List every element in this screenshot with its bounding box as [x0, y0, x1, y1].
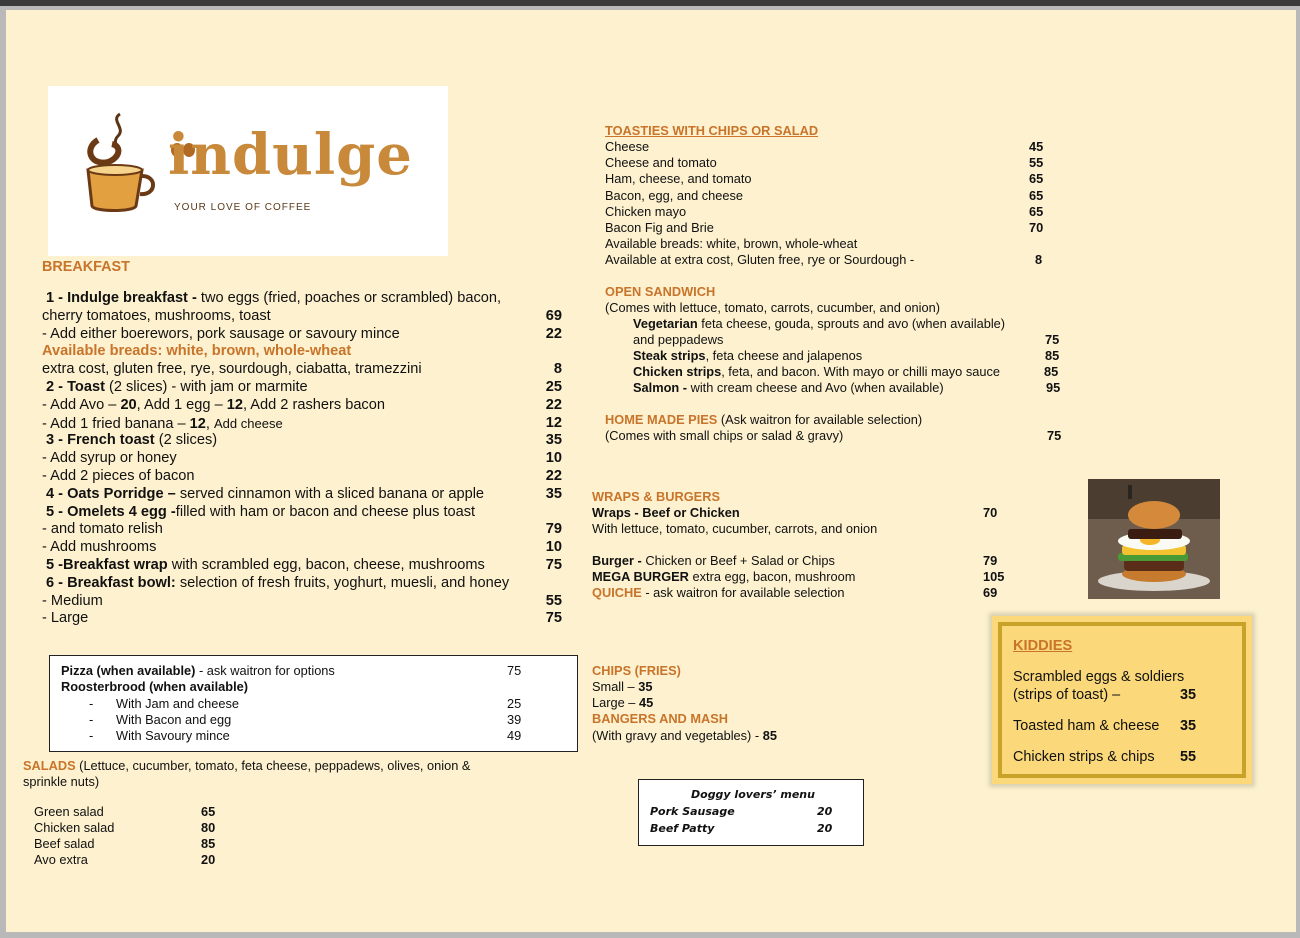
salads-desc-2: sprinkle nuts) [23, 774, 100, 789]
mega-burger-price: 105 [983, 569, 1005, 584]
breakfast-row-part: , Add 2 rashers bacon [242, 396, 385, 413]
breakfast-row-part: 6 - Breakfast bowl: [46, 574, 180, 591]
toastie-item-label: Available breads: white, brown, whole-wheat [605, 236, 858, 252]
kiddies-eggs-1: Scrambled eggs & soldiers [1013, 669, 1185, 685]
pies-note-2: (Comes with small chips or salad & gravy) [605, 428, 844, 443]
breakfast-row-price: 35 [545, 485, 562, 502]
doggy-item-label: Pork Sausage [650, 805, 735, 818]
veg-price: 75 [1045, 332, 1060, 347]
logo [48, 86, 448, 256]
breakfast-row-text [42, 397, 540, 415]
toastie-item-price: 65 [1029, 203, 1044, 219]
wrap-label: Wraps - Beef or Chicken [592, 505, 740, 520]
salad-item-price: 20 [201, 852, 216, 867]
breakfast-row-price: 10 [545, 539, 562, 556]
breakfast-row-part: , Add 1 egg – [136, 396, 227, 413]
breakfast-row-part: 2 - Toast [46, 378, 109, 395]
toasties-heading: TOASTIES WITH CHIPS OR SALAD [605, 123, 819, 138]
steak-price: 85 [1045, 348, 1060, 363]
open-sandwich-steak [633, 348, 862, 363]
wrap-price: 70 [983, 505, 998, 520]
breakfast-row-part: two eggs (fried, poaches or scrambled) bacon, [200, 290, 502, 306]
breakfast-row-part: - Medium [42, 592, 103, 609]
toastie-item-label: Ham, cheese, and tomato [605, 171, 752, 187]
quiche-line [592, 585, 845, 600]
pizza-note: - ask waitron for options [195, 663, 335, 678]
open-sandwich-vegetarian [633, 316, 1005, 331]
chips-heading: CHIPS (FRIES) [592, 663, 681, 678]
breakfast-row-part: Add cheese [214, 415, 283, 431]
breakfast-row [42, 468, 562, 486]
toastie-item-label: Bacon, egg, and cheese [605, 187, 744, 203]
open-sandwich-salmon [633, 380, 944, 395]
breakfast-row-text [46, 486, 540, 504]
veg-desc-2: and peppadews [633, 332, 724, 347]
breakfast-row [42, 539, 562, 557]
breakfast-row-price: 22 [545, 325, 562, 342]
breakfast-row-price: 55 [545, 592, 562, 609]
breakfast-row-price: 79 [545, 521, 562, 538]
pizza-box [49, 655, 578, 752]
bangers-price: 85 [762, 728, 777, 743]
breakfast-row-part: 20 [120, 396, 137, 413]
doggy-heading: Doggy lovers’ menu [691, 788, 815, 801]
breakfast-row-part: 1 - Indulge breakfast - [46, 290, 201, 306]
toastie-item-price: 55 [1029, 155, 1044, 171]
logo-tagline: YOUR LOVE OF COFFEE [174, 202, 312, 213]
breakfast-row-price: 22 [545, 467, 562, 484]
top-edge [0, 0, 1300, 6]
breakfast-row-part: 5 - Omelets 4 egg - [46, 503, 176, 520]
option-price: 49 [507, 728, 522, 743]
chips-large [592, 695, 653, 710]
breakfast-row-part: - Large [42, 610, 89, 627]
breakfast-row-part: with scrambled egg, bacon, cheese, mushrooms [171, 556, 485, 573]
breakfast-row [42, 610, 562, 628]
toastie-item-price: 8 [1035, 252, 1043, 268]
breakfast-row-price: 69 [545, 307, 562, 324]
kiddies-border [998, 622, 1246, 778]
toastie-item-price: 45 [1029, 139, 1044, 154]
salmon-price: 95 [1046, 380, 1061, 395]
breakfast-row-text [42, 308, 540, 326]
kiddies-chicken: Chicken strips & chips [1013, 749, 1155, 765]
toastie-item-label: Chicken mayo [605, 203, 687, 219]
breakfast-row-part: (2 slices) - with jam or marmite [108, 378, 308, 395]
salads-section [23, 758, 563, 790]
breakfast-row-price: 10 [545, 450, 562, 467]
mega-burger-line [592, 569, 855, 584]
breakfast-row-text [46, 432, 540, 450]
breakfast-row-text [46, 575, 540, 593]
wraps-heading: WRAPS & BURGERS [592, 489, 720, 504]
mega-burger-desc: extra egg, bacon, mushroom [688, 569, 856, 584]
veg-desc: feta cheese, gouda, sprouts and avo (when available) [697, 316, 1006, 331]
salad-item-label: Avo extra [34, 852, 88, 867]
pizza-label: Pizza (when available) [61, 663, 196, 678]
breakfast-row-text [42, 610, 540, 628]
chicken-label: Chicken strips [633, 364, 722, 379]
chicken-desc: , feta, and bacon. With mayo or chilli mayo sauce [721, 364, 1001, 379]
breakfast-row-part: served cinnamon with a sliced banana or apple [179, 485, 485, 502]
roosterbrood-label: Roosterbrood (when available) [61, 679, 249, 694]
toastie-item-label: Available at extra cost, Gluten free, rye or Sourdough - [605, 252, 915, 268]
breakfast-row-part: - and tomato relish [42, 521, 163, 538]
breakfast-row-text [42, 326, 540, 344]
salads-heading: SALADS [23, 758, 76, 773]
coffee-cup-icon [80, 110, 160, 216]
option-label: With Bacon and egg [116, 712, 232, 727]
breakfast-row-part: - Add either boerewors, pork sausage or savoury mince [42, 325, 400, 342]
option-dash: - [89, 728, 94, 743]
pies-note: (Ask waitron for available selection) [717, 412, 923, 427]
kiddies-chicken-price: 55 [1180, 749, 1197, 765]
bangers-heading: BANGERS AND MASH [592, 711, 729, 726]
breakfast-row [42, 397, 562, 415]
doggy-item-price: 20 [817, 805, 833, 818]
breakfast-row-text [42, 593, 540, 611]
veg-label: Vegetarian [633, 316, 698, 331]
breakfast-row-part: selection of fresh fruits, yoghurt, muesli, and honey [179, 574, 510, 591]
toastie-item-price: 65 [1029, 171, 1044, 187]
breakfast-row [42, 504, 562, 522]
salad-item-price: 80 [201, 820, 216, 835]
breakfast-row-text [42, 361, 540, 379]
kiddies-eggs-2: (strips of toast) – [1013, 687, 1121, 703]
salad-item-price: 65 [201, 804, 216, 819]
breakfast-row-part: - Add syrup or honey [42, 450, 177, 467]
breakfast-row-part: - Add 1 fried banana – [42, 415, 190, 432]
breakfast-heading: BREAKFAST [42, 259, 130, 275]
breakfast-row-price [540, 504, 562, 522]
breakfast-row-text [46, 290, 540, 308]
kiddies-eggs-price: 35 [1180, 687, 1197, 703]
toastie-item-price: 70 [1029, 220, 1044, 235]
option-dash: - [89, 696, 94, 711]
breakfast-row-text [42, 450, 540, 468]
breakfast-row [42, 361, 562, 379]
breakfast-row-part: 12 [226, 396, 243, 413]
toastie-item-label: Bacon Fig and Brie [605, 220, 714, 235]
option-label: With Savoury mince [116, 728, 230, 743]
chips-large-label: Large – [592, 695, 639, 710]
steak-label: Steak strips [633, 348, 706, 363]
breakfast-row-part: - Add mushrooms [42, 539, 157, 556]
chicken-price: 85 [1044, 364, 1059, 379]
breakfast-row-price: 75 [545, 556, 562, 573]
quiche-desc: - ask waitron for available selection [641, 585, 845, 600]
breakfast-row [42, 486, 562, 504]
option-price: 25 [507, 696, 522, 711]
breakfast-row [42, 379, 562, 397]
toastie-item-price: 65 [1029, 187, 1044, 203]
burger-label: Burger - [592, 553, 646, 568]
breakfast-row-price [540, 290, 562, 308]
logo-wordmark: indulge [168, 122, 413, 188]
pizza-price: 75 [507, 663, 522, 678]
chips-small-price: 35 [638, 679, 653, 694]
salad-item-label: Beef salad [34, 836, 95, 851]
breakfast-row-part: , [205, 415, 215, 432]
open-sandwich-note: (Comes with lettuce, tomato, carrots, cucumber, and onion) [605, 300, 940, 315]
breakfast-row-price: 22 [545, 396, 562, 413]
chips-large-price: 45 [638, 695, 654, 710]
chips-small-label: Small – [592, 679, 639, 694]
pies-price: 75 [1047, 428, 1062, 443]
doggy-item-label: Beef Patty [650, 822, 715, 835]
burger-image-icon [1088, 479, 1220, 599]
breakfast-row-part: 12 [189, 415, 206, 432]
breakfast-row-part: Available breads: white, brown, whole-wheat [42, 343, 352, 360]
salads-desc-1: (Lettuce, cucumber, tomato, feta cheese, peppadews, olives, onion & [75, 758, 471, 773]
salad-item-label: Chicken salad [34, 820, 115, 835]
burger-desc: Chicken or Beef + Salad or Chips [645, 553, 835, 568]
quiche-price: 69 [983, 585, 998, 600]
option-label: With Jam and cheese [116, 696, 240, 711]
breakfast-row [42, 415, 562, 433]
chips-small [592, 679, 652, 694]
breakfast-row-text [46, 504, 540, 522]
salad-item-price: 85 [201, 836, 216, 851]
kiddies-ham-price: 35 [1180, 718, 1197, 734]
breakfast-row-price: 35 [545, 432, 562, 449]
toastie-item-label: Cheese [605, 139, 650, 154]
breakfast-row-text [42, 521, 540, 539]
mega-burger-label: MEGA BURGER [592, 569, 689, 584]
kiddies-box [992, 616, 1252, 784]
breakfast-row [42, 557, 562, 575]
open-sandwich-chicken [633, 364, 1000, 379]
wrap-note: With lettuce, tomato, cucumber, carrots, and onion [592, 521, 878, 536]
option-price: 39 [507, 712, 522, 727]
breakfast-row-price [540, 343, 562, 361]
breakfast-row-price: 8 [553, 361, 562, 378]
breakfast-row [42, 575, 562, 593]
breakfast-row-text [46, 379, 540, 397]
breakfast-row-part: (2 slices) [158, 432, 218, 449]
salmon-label: Salmon - [633, 380, 688, 395]
bangers-note: (With gravy and vegetables) - [592, 728, 763, 743]
pies-heading: HOME MADE PIES [605, 412, 718, 427]
breakfast-row-part: - Add Avo – [42, 396, 121, 413]
breakfast-row-price: 75 [545, 610, 562, 627]
open-sandwich-heading: OPEN SANDWICH [605, 284, 716, 299]
breakfast-row-price: 25 [545, 378, 562, 395]
breakfast-row-price [540, 575, 562, 593]
doggy-item-price: 20 [817, 822, 833, 835]
breakfast-list [42, 290, 562, 628]
breakfast-row-part: extra cost, gluten free, rye, sourdough, ciabatta, tramezzini [42, 361, 422, 378]
breakfast-row-price: 12 [545, 414, 562, 431]
breakfast-row [42, 521, 562, 539]
salad-item-label: Green salad [34, 804, 104, 819]
breakfast-row [42, 308, 562, 326]
option-dash: - [89, 712, 94, 727]
steak-desc: , feta cheese and jalapenos [705, 348, 863, 363]
breakfast-row [42, 326, 562, 344]
breakfast-row-text [42, 343, 540, 361]
burger-line [592, 553, 835, 568]
breakfast-row-text [42, 468, 540, 486]
breakfast-row-part: cherry tomatoes, mushrooms, toast [42, 307, 271, 324]
burger-price: 79 [983, 553, 998, 568]
kiddies-ham: Toasted ham & cheese [1013, 718, 1160, 734]
breakfast-row [42, 290, 562, 308]
quiche-label: QUICHE [592, 585, 642, 600]
breakfast-row-part: 4 - Oats Porridge – [46, 485, 180, 502]
breakfast-row-part: filled with ham or bacon and cheese plus toast [175, 503, 476, 520]
burger-photo [1088, 479, 1220, 599]
breakfast-row-text [46, 557, 540, 575]
kiddies-heading: KIDDIES [1013, 638, 1073, 654]
breakfast-row-text [42, 415, 540, 433]
bangers-line [592, 728, 777, 743]
breakfast-row [42, 432, 562, 450]
toastie-item-label: Cheese and tomato [605, 155, 717, 171]
breakfast-row [42, 450, 562, 468]
breakfast-row [42, 343, 562, 361]
salmon-desc: with cream cheese and Avo (when available) [687, 380, 944, 395]
breakfast-row-text [42, 539, 540, 557]
pies-line [605, 412, 922, 427]
breakfast-row-part: - Add 2 pieces of bacon [42, 467, 195, 484]
breakfast-row [42, 593, 562, 611]
doggy-menu-box [638, 779, 864, 846]
breakfast-row-part: 5 -Breakfast wrap [46, 556, 172, 573]
breakfast-row-part: 3 - French toast [46, 432, 159, 449]
